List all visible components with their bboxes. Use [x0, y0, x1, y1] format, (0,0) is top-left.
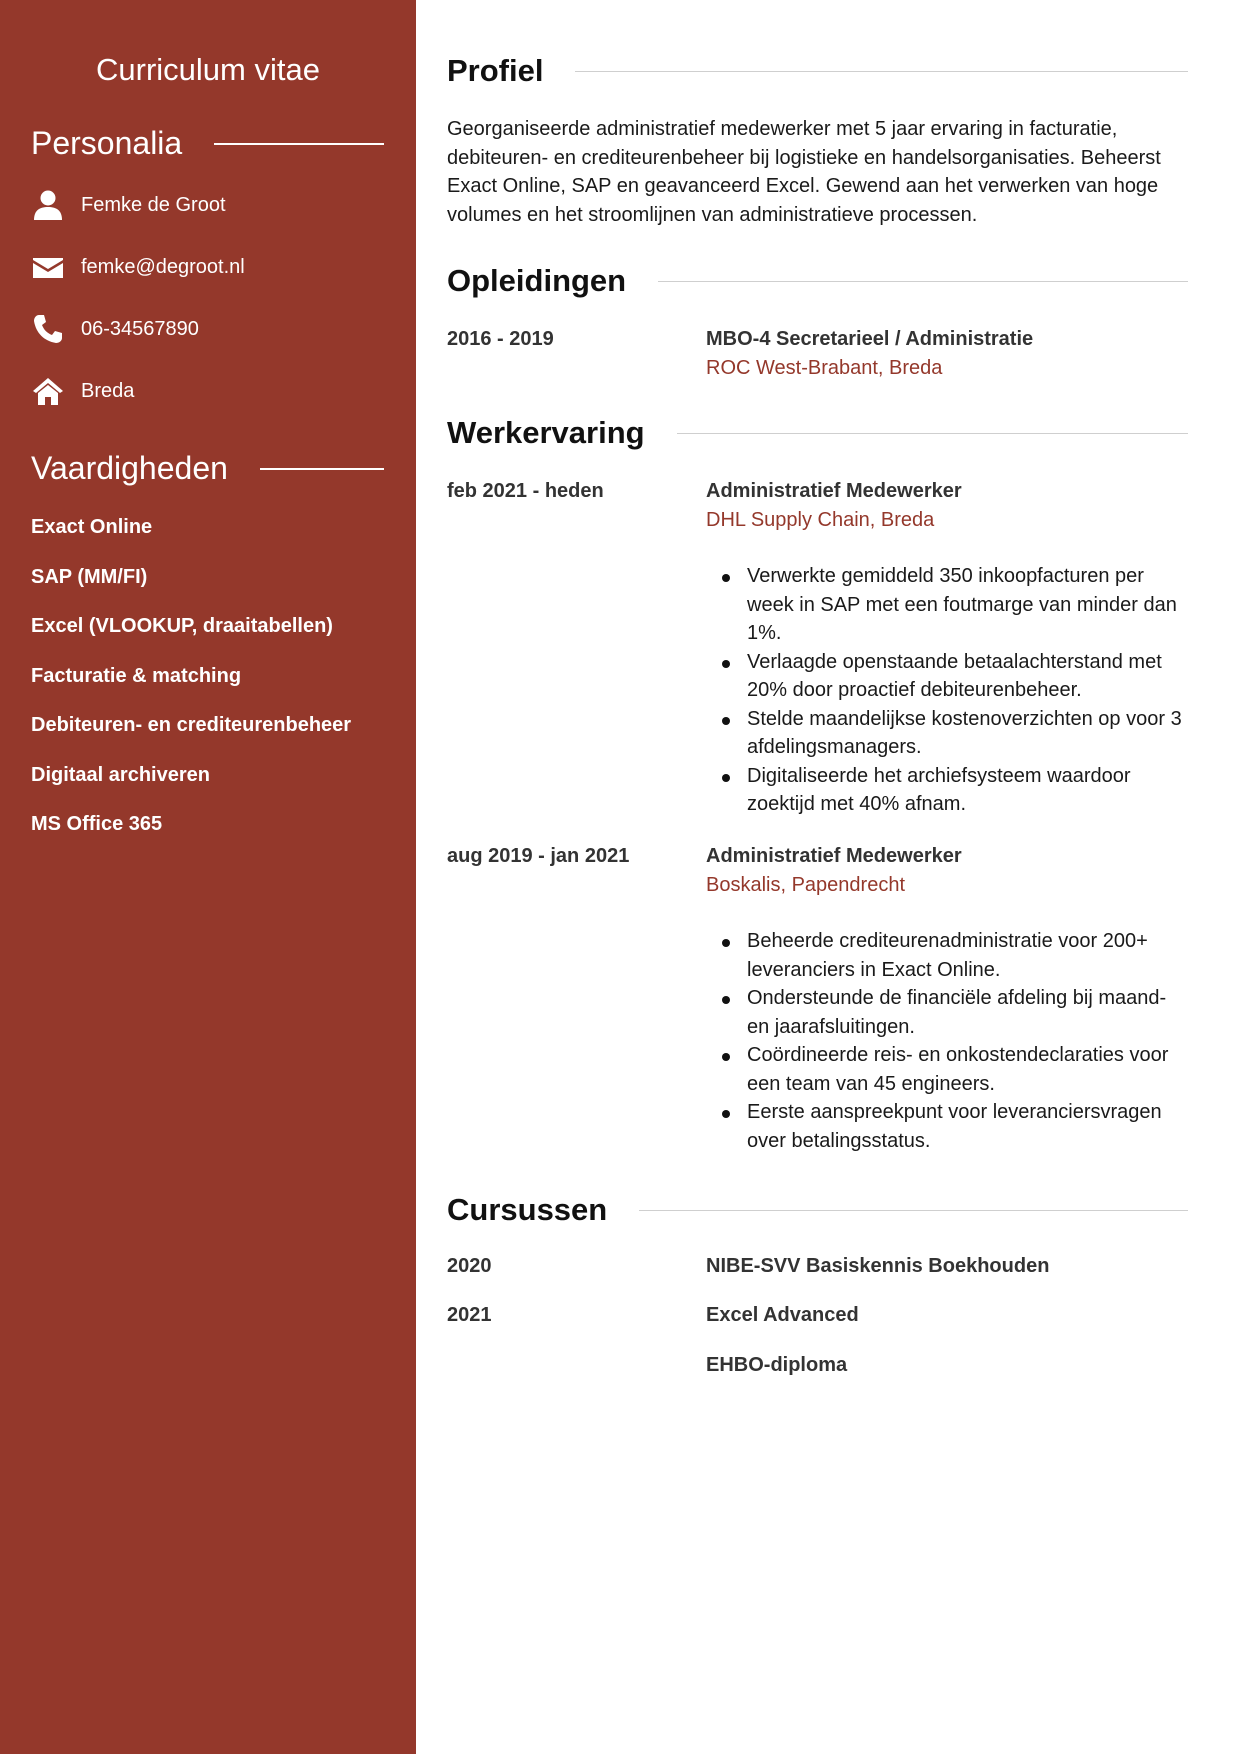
- contact-phone-label[interactable]: 06-34567890: [81, 317, 199, 340]
- skill-item: Facturatie & matching: [31, 665, 242, 687]
- job-title: Administratief Medewerker: [706, 480, 962, 502]
- education-date: 2016 - 2019: [447, 328, 554, 350]
- skills-heading: [31, 450, 384, 487]
- education-heading: [447, 263, 1188, 299]
- contact-name: [31, 185, 396, 225]
- courses-heading-label: Cursussen: [447, 1192, 608, 1227]
- contact-email-label[interactable]: femke@degroot.nl: [81, 255, 245, 278]
- skill-item: Digitaal archiveren: [31, 764, 210, 786]
- heading-divider: [677, 433, 1188, 434]
- profile-heading-label: Profiel: [447, 53, 544, 88]
- heading-divider: [214, 143, 384, 145]
- job-date: aug 2019 - jan 2021: [447, 845, 630, 867]
- contact-phone[interactable]: [31, 309, 396, 349]
- skill-item: Excel (VLOOKUP, draaitabellen): [31, 615, 333, 637]
- heading-divider: [658, 281, 1188, 282]
- user-icon: [31, 188, 65, 222]
- courses-heading: [447, 1192, 1188, 1228]
- course-title: Excel Advanced: [706, 1304, 859, 1326]
- course-date: 2021: [447, 1304, 492, 1326]
- sidebar: [0, 0, 416, 1754]
- experience-heading: [447, 415, 1188, 451]
- course-title: EHBO-diploma: [706, 1354, 848, 1376]
- achievement-item: Ondersteunde de financiële afdeling bij maand- en jaarafsluitingen.: [747, 984, 1189, 1041]
- achievement-item: Beheerde crediteurenadministratie voor 200+ leveranciers in Exact Online.: [747, 927, 1189, 984]
- achievement-item: Verlaagde openstaande betaalachterstand met 20% door proactief debiteurenbeheer.: [747, 648, 1189, 705]
- personalia-heading: [31, 125, 384, 162]
- job-achievements: [747, 562, 1189, 819]
- job-employer: Boskalis, Papendrecht: [706, 874, 906, 896]
- achievement-item: Digitaliseerde het archiefsysteem waardoor zoektijd met 40% afnam.: [747, 762, 1189, 819]
- envelope-icon: [31, 250, 65, 284]
- achievement-item: Coördineerde reis- en onkostendeclaraties voor een team van 45 engineers.: [747, 1041, 1189, 1098]
- job-employer: DHL Supply Chain, Breda: [706, 509, 935, 531]
- contact-name-label: Femke de Groot: [81, 193, 226, 216]
- job-date: feb 2021 - heden: [447, 480, 604, 502]
- personalia-heading-label: Personalia: [31, 125, 183, 161]
- course-date: 2020: [447, 1255, 492, 1277]
- skill-item: MS Office 365: [31, 813, 163, 835]
- profile-text: Georganiseerde administratief medewerker met 5 jaar ervaring in facturatie, debiteuren- en crediteurenbeheer bij logistieke en handelsorganisaties. Beheerst Exact Online, SAP en geavanceerd Excel. Gewend aan het verwerken van hoge volumes en het stroomlijnen van administratieve processen.: [447, 118, 1161, 226]
- skill-item: SAP (MM/FI): [31, 566, 148, 588]
- achievement-item: Eerste aanspreekpunt voor leveranciersvragen over betalingsstatus.: [747, 1098, 1189, 1155]
- experience-heading-label: Werkervaring: [447, 415, 645, 450]
- education-heading-label: Opleidingen: [447, 263, 627, 298]
- skills-heading-label: Vaardigheden: [31, 450, 228, 486]
- phone-icon: [31, 312, 65, 346]
- achievement-item: Stelde maandelijkse kostenoverzichten op voor 3 afdelingsmanagers.: [747, 705, 1189, 762]
- skill-item: Exact Online: [31, 516, 153, 538]
- course-title: NIBE-SVV Basiskennis Boekhouden: [706, 1255, 1050, 1277]
- heading-divider: [575, 71, 1188, 72]
- job-achievements: [747, 927, 1189, 1155]
- contact-email[interactable]: [31, 247, 396, 287]
- cv-title: Curriculum vitae: [96, 52, 320, 87]
- education-title: MBO-4 Secretarieel / Administratie: [706, 328, 1034, 350]
- contact-city: [31, 371, 396, 411]
- skill-item: Debiteuren- en crediteurenbeheer: [31, 714, 352, 736]
- profile-heading: [447, 53, 1188, 89]
- contact-city-label: Breda: [81, 379, 135, 402]
- achievement-item: Verwerkte gemiddeld 350 inkoopfacturen per week in SAP met een foutmarge van minder dan 1%.: [747, 562, 1189, 648]
- job-title: Administratief Medewerker: [706, 845, 962, 867]
- heading-divider: [260, 468, 384, 470]
- education-school: ROC West-Brabant, Breda: [706, 357, 943, 379]
- home-icon: [31, 374, 65, 408]
- heading-divider: [639, 1210, 1188, 1211]
